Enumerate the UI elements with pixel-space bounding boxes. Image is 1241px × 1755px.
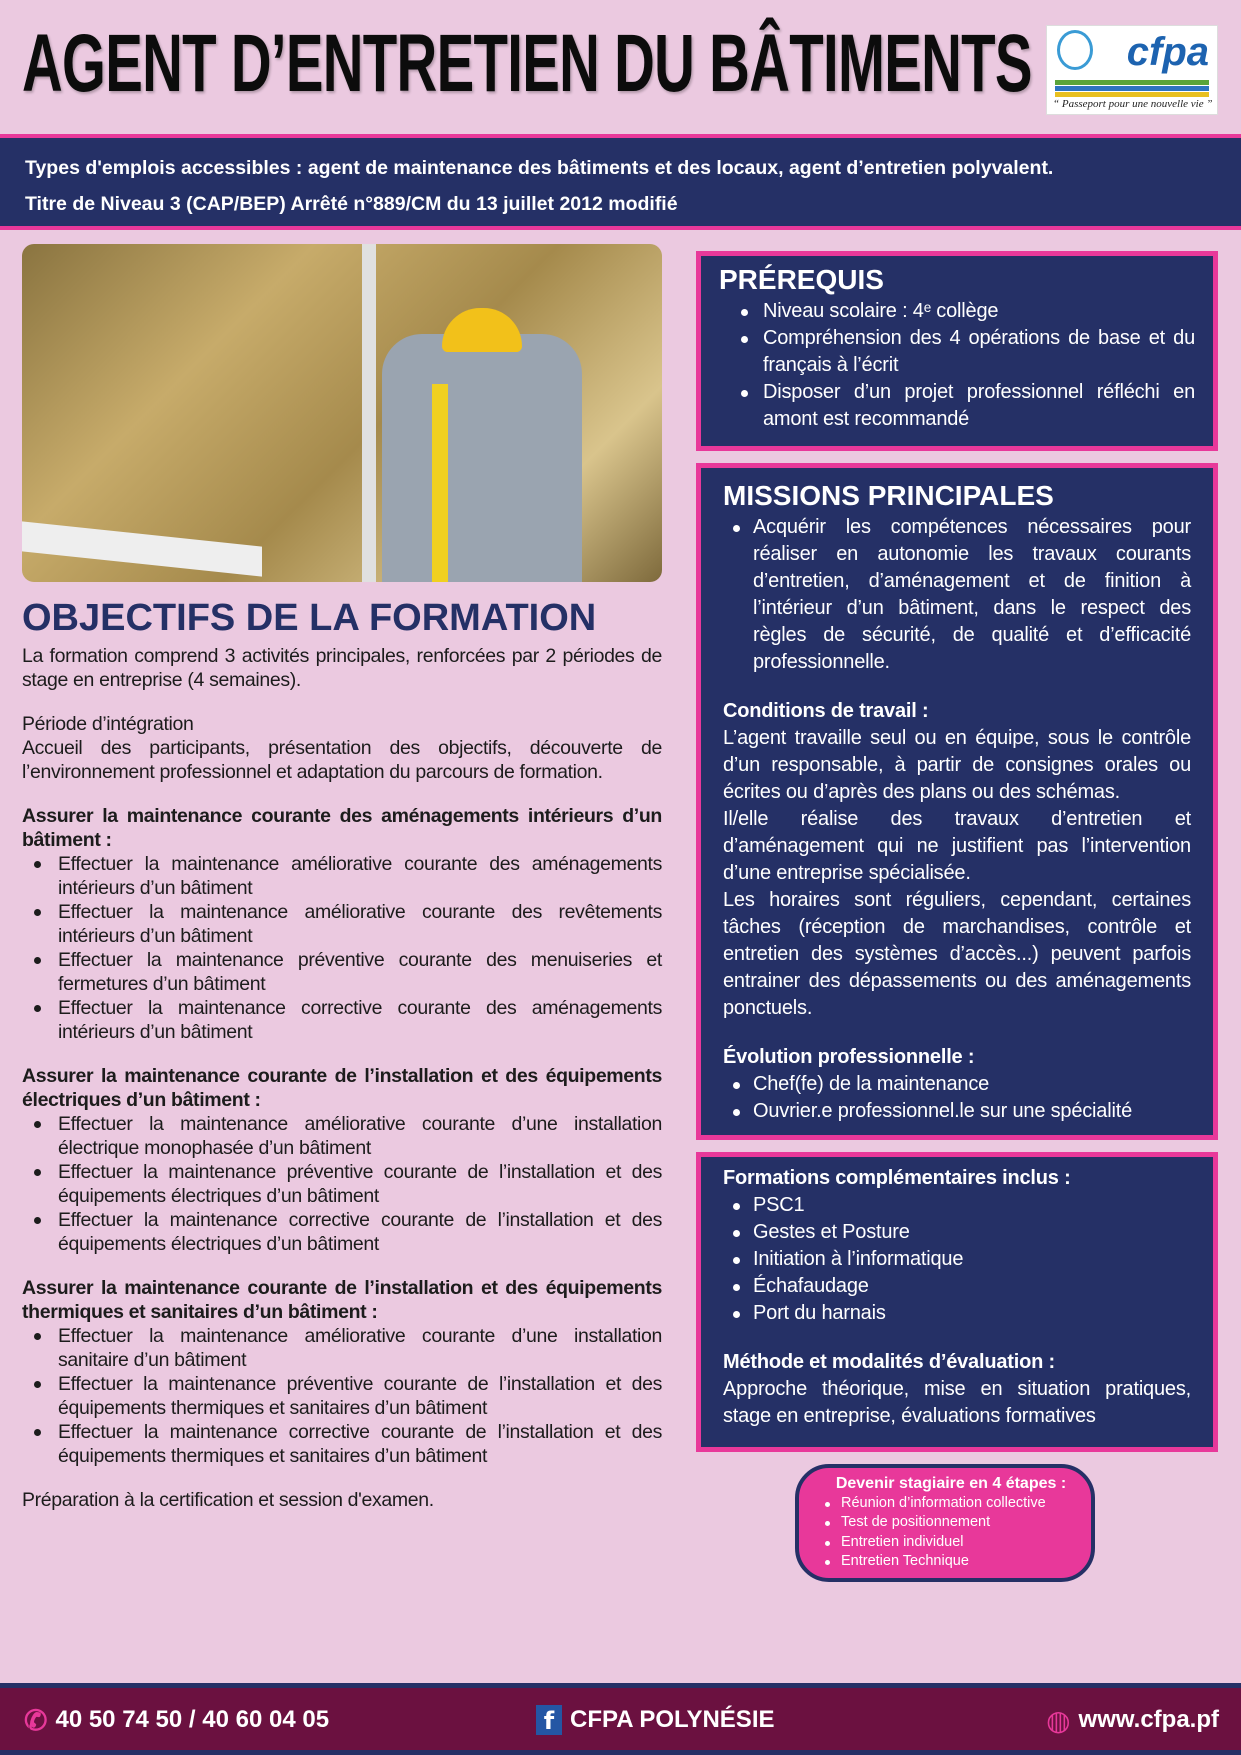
logo-face-icon [1057, 30, 1093, 70]
list-item: Compréhension des 4 opérations de base et du français à l’écrit [719, 325, 1195, 379]
list-item: Effectuer la maintenance améliorative courante d’une installation sanitaire d’un bâtiment [22, 1324, 662, 1372]
devenir-stagiaire-box [795, 1464, 1095, 1582]
footer [0, 1683, 1241, 1755]
list-item: Échafaudage [723, 1273, 1191, 1300]
page-title: AGENT D’ENTRETIEN DU BÂTIMENTS [22, 18, 1032, 109]
list-item: Effectuer la maintenance préventive courante de l’installation et des équipements électriques d’un bâtiment [22, 1160, 662, 1208]
list-item: Effectuer la maintenance corrective courante de l’installation et des équipements thermiques et sanitaires d’un bâtiment [22, 1420, 662, 1468]
devenir-title: Devenir stagiaire en 4 étapes : [835, 1475, 1067, 1492]
prerequis-box [696, 251, 1218, 451]
list-item: Effectuer la maintenance améliorative courante des revêtements intérieurs d’un bâtiment [22, 900, 662, 948]
methode-text: Approche théorique, mise en situation pratiques, stage en entreprise, évaluations formatives [723, 1378, 1191, 1427]
conditions-text: Les horaires sont réguliers, cependant, certaines tâches (réception de marchandises, contrôle et entretien des systèmes d’accès...) peuvent parfois entrainer des dépassements ou des aménagements ponctuels. [723, 889, 1191, 1019]
evolution-title: Évolution professionnelle : [723, 1046, 975, 1068]
right-column [696, 251, 1218, 1582]
closing-text: Préparation à la certification et session d'examen. [22, 1489, 434, 1511]
formations-title: Formations complémentaires inclus : [723, 1167, 1071, 1189]
list-item: PSC1 [723, 1192, 1191, 1219]
list-item: Effectuer la maintenance améliorative courante des aménagements intérieurs d’un bâtiment [22, 852, 662, 900]
logo-text: cfpa [1126, 30, 1209, 74]
phone-number: 40 50 74 50 / 40 60 04 05 [55, 1706, 330, 1733]
list-item: Initiation à l’informatique [723, 1246, 1191, 1273]
website-link[interactable] [1046, 1700, 1219, 1740]
list-item: Port du harnais [723, 1300, 1191, 1327]
info-band [0, 134, 1241, 230]
list-item: Gestes et Posture [723, 1219, 1191, 1246]
phone-icon: ✆ [24, 1704, 48, 1736]
job-types: Types d'emplois accessibles : agent de maintenance des bâtiments et des locaux, agent d’entretien polyvalent. [25, 157, 1054, 179]
formations-box [696, 1152, 1218, 1452]
cfpa-logo [1046, 25, 1218, 115]
facebook-link[interactable] [536, 1700, 775, 1740]
integration-title: Période d’intégration [22, 713, 194, 735]
section-title: Assurer la maintenance courante des aménagements intérieurs d’un bâtiment : [22, 805, 662, 851]
conditions-title: Conditions de travail : [723, 700, 929, 722]
list-item: Entretien Technique [823, 1552, 1079, 1572]
missions-title: MISSIONS PRINCIPALES [723, 480, 1054, 511]
conditions-text: Il/elle réalise des travaux d’entretien et d’aménagement qui ne justifient pas l’intervention d’une entreprise spécialisée. [723, 808, 1191, 884]
objectifs-section [22, 596, 662, 1512]
section-title: Assurer la maintenance courante de l’installation et des équipements électriques d’un bâtiment : [22, 1065, 662, 1111]
integration-text: Accueil des participants, présentation des objectifs, découverte de l’environnement professionnel et adaptation du parcours de formation. [22, 737, 662, 783]
prerequis-title: PRÉREQUIS [719, 264, 884, 295]
list-item: Effectuer la maintenance préventive courante des menuiseries et fermetures d’un bâtiment [22, 948, 662, 996]
methode-title: Méthode et modalités d’évaluation : [723, 1351, 1055, 1373]
list-item: Entretien individuel [823, 1533, 1079, 1553]
list-item: Effectuer la maintenance corrective courante de l’installation et des équipements électriques d’un bâtiment [22, 1208, 662, 1256]
section-title: Assurer la maintenance courante de l’installation et des équipements thermiques et sanitaires d’un bâtiment : [22, 1277, 662, 1323]
list-item: Acquérir les compétences nécessaires pour réaliser en autonomie les travaux courants d’entretien, d’aménagement et de finition à l’intérieur d’un bâtiment, dans le respect des règles de sécurité, de qualité et d’efficacité professionnelle. [723, 514, 1191, 676]
missions-box [696, 463, 1218, 1140]
logo-tagline: “ Passeport pour une nouvelle vie ” [1053, 98, 1213, 110]
conditions-text: L’agent travaille seul ou en équipe, sous le contrôle d’un responsable, à partir de consignes orales ou écrites ou d’après des plans ou des schémas. [723, 727, 1191, 803]
objectifs-title: OBJECTIFS DE LA FORMATION [22, 597, 597, 639]
facebook-name: CFPA POLYNÉSIE [570, 1706, 775, 1733]
website-url: www.cfpa.pf [1078, 1706, 1219, 1733]
facebook-icon: f [536, 1705, 562, 1735]
list-item: Disposer d’un projet professionnel réfléchi en amont est recommandé [719, 379, 1195, 433]
list-item: Ouvrier.e professionnel.le sur une spécialité [723, 1098, 1191, 1125]
phone-contact[interactable] [24, 1700, 329, 1740]
list-item: Chef(fe) de la maintenance [723, 1071, 1191, 1098]
list-item: Effectuer la maintenance corrective courante des aménagements intérieurs d’un bâtiment [22, 996, 662, 1044]
worker-photo [22, 244, 662, 582]
list-item: Niveau scolaire : 4ᵉ collège [719, 298, 1195, 325]
list-item: Effectuer la maintenance améliorative courante d’une installation électrique monophasée d’un bâtiment [22, 1112, 662, 1160]
list-item: Effectuer la maintenance préventive courante de l’installation et des équipements thermiques et sanitaires d’un bâtiment [22, 1372, 662, 1420]
list-item: Test de positionnement [823, 1513, 1079, 1533]
diploma-level: Titre de Niveau 3 (CAP/BEP) Arrêté n°889/CM du 13 juillet 2012 modifié [25, 193, 678, 215]
objectifs-intro: La formation comprend 3 activités principales, renforcées par 2 périodes de stage en entreprise (4 semaines). [22, 645, 662, 691]
list-item: Réunion d’information collective [823, 1494, 1079, 1514]
globe-icon: ◍ [1046, 1703, 1071, 1737]
